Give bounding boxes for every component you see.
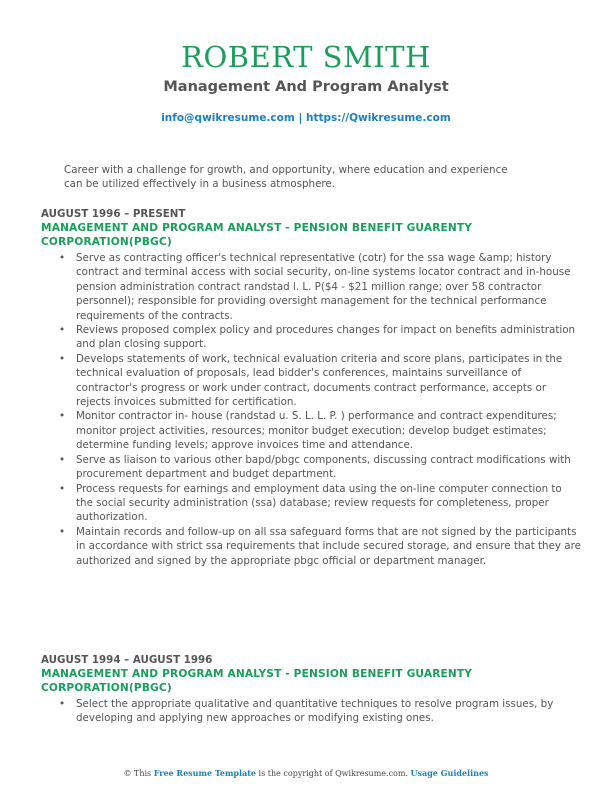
bullet-item: • Reviews proposed complex policy and procedures changes for impact on benefits administration and plan closing support. xyxy=(76,323,581,352)
career-summary: Career with a challenge for growth, and opportunity, where education and experience can be utilized effectively in a business atmosphere. xyxy=(64,164,508,191)
candidate-name: ROBERT SMITH xyxy=(181,40,431,74)
experience-bullets xyxy=(41,697,581,726)
bullet-item: • Select the appropriate qualitative and quantitative techniques to resolve program issues, by developing and applying new approaches or modifying existing ones. xyxy=(76,697,581,726)
website-link[interactable]: https://Qwikresume.com xyxy=(305,112,451,124)
experience-dates: AUGUST 1994 – AUGUST 1996 xyxy=(41,654,213,666)
footer xyxy=(0,767,612,780)
contact-line xyxy=(0,111,612,125)
bullet-item: • Maintain records and follow-up on all ssa safeguard forms that are not signed by the participants in accordance with strict ssa requirements that include secured storage, and ensure that they are authorized and signed by the appropriate pbgc official or department manager. xyxy=(76,525,581,568)
experience-entry-2 xyxy=(41,654,581,726)
email-link[interactable]: info@qwikresume.com xyxy=(161,112,295,124)
experience-role: MANAGEMENT AND PROGRAM ANALYST - PENSION BENEFIT GUARENTY CORPORATION(PBGC) xyxy=(41,668,473,694)
experience-dates: AUGUST 1996 – PRESENT xyxy=(41,208,186,220)
bullet-item: • Serve as liaison to various other bapd/pbgc components, discussing contract modifications with procurement department and budget department. xyxy=(76,453,581,482)
footer-prefix: © This xyxy=(123,769,154,778)
experience-entry-1 xyxy=(41,208,581,568)
experience-role: MANAGEMENT AND PROGRAM ANALYST - PENSION BENEFIT GUARENTY CORPORATION(PBGC) xyxy=(41,222,473,248)
usage-guidelines-link[interactable]: Usage Guidelines xyxy=(410,768,489,778)
experience-bullets xyxy=(41,251,581,568)
bullet-item: • Develops statements of work, technical evaluation criteria and score plans, participates in the technical evaluation of proposals, lead bidder's conferences, maintains surveillance of contractor's progress or work under contract, documents contract performance, accepts or rejects invoices submitted for certification. xyxy=(76,352,581,410)
footer-copyright: is the copyright of Qwikresume.com. xyxy=(256,769,411,778)
contact-separator: | xyxy=(294,112,306,124)
bullet-item: • Serve as contracting officer's technical representative (cotr) for the ssa wage &amp; history contract and terminal access with social security, on-line systems locator contract and in-house pension administration contract randstad l. L. P($4 - $21 million range; over 58 contractor personnel); responsible for providing oversight management for the technical performance requirements of the contracts. xyxy=(76,251,581,323)
free-resume-template-link[interactable]: Free Resume Template xyxy=(153,768,257,778)
job-title: Management And Program Analyst xyxy=(163,79,449,95)
bullet-item: • Process requests for earnings and employment data using the on-line computer connection to the social security administration (ssa) database; review requests for completeness, proper authorization. xyxy=(76,482,581,525)
bullet-item: • Monitor contractor in- house (randstad u. S. L. L. P. ) performance and contract expenditures; monitor project activities, resources; monitor budget execution; develop budget estimates; determine funding levels; approve invoices time and attendance. xyxy=(76,409,581,452)
